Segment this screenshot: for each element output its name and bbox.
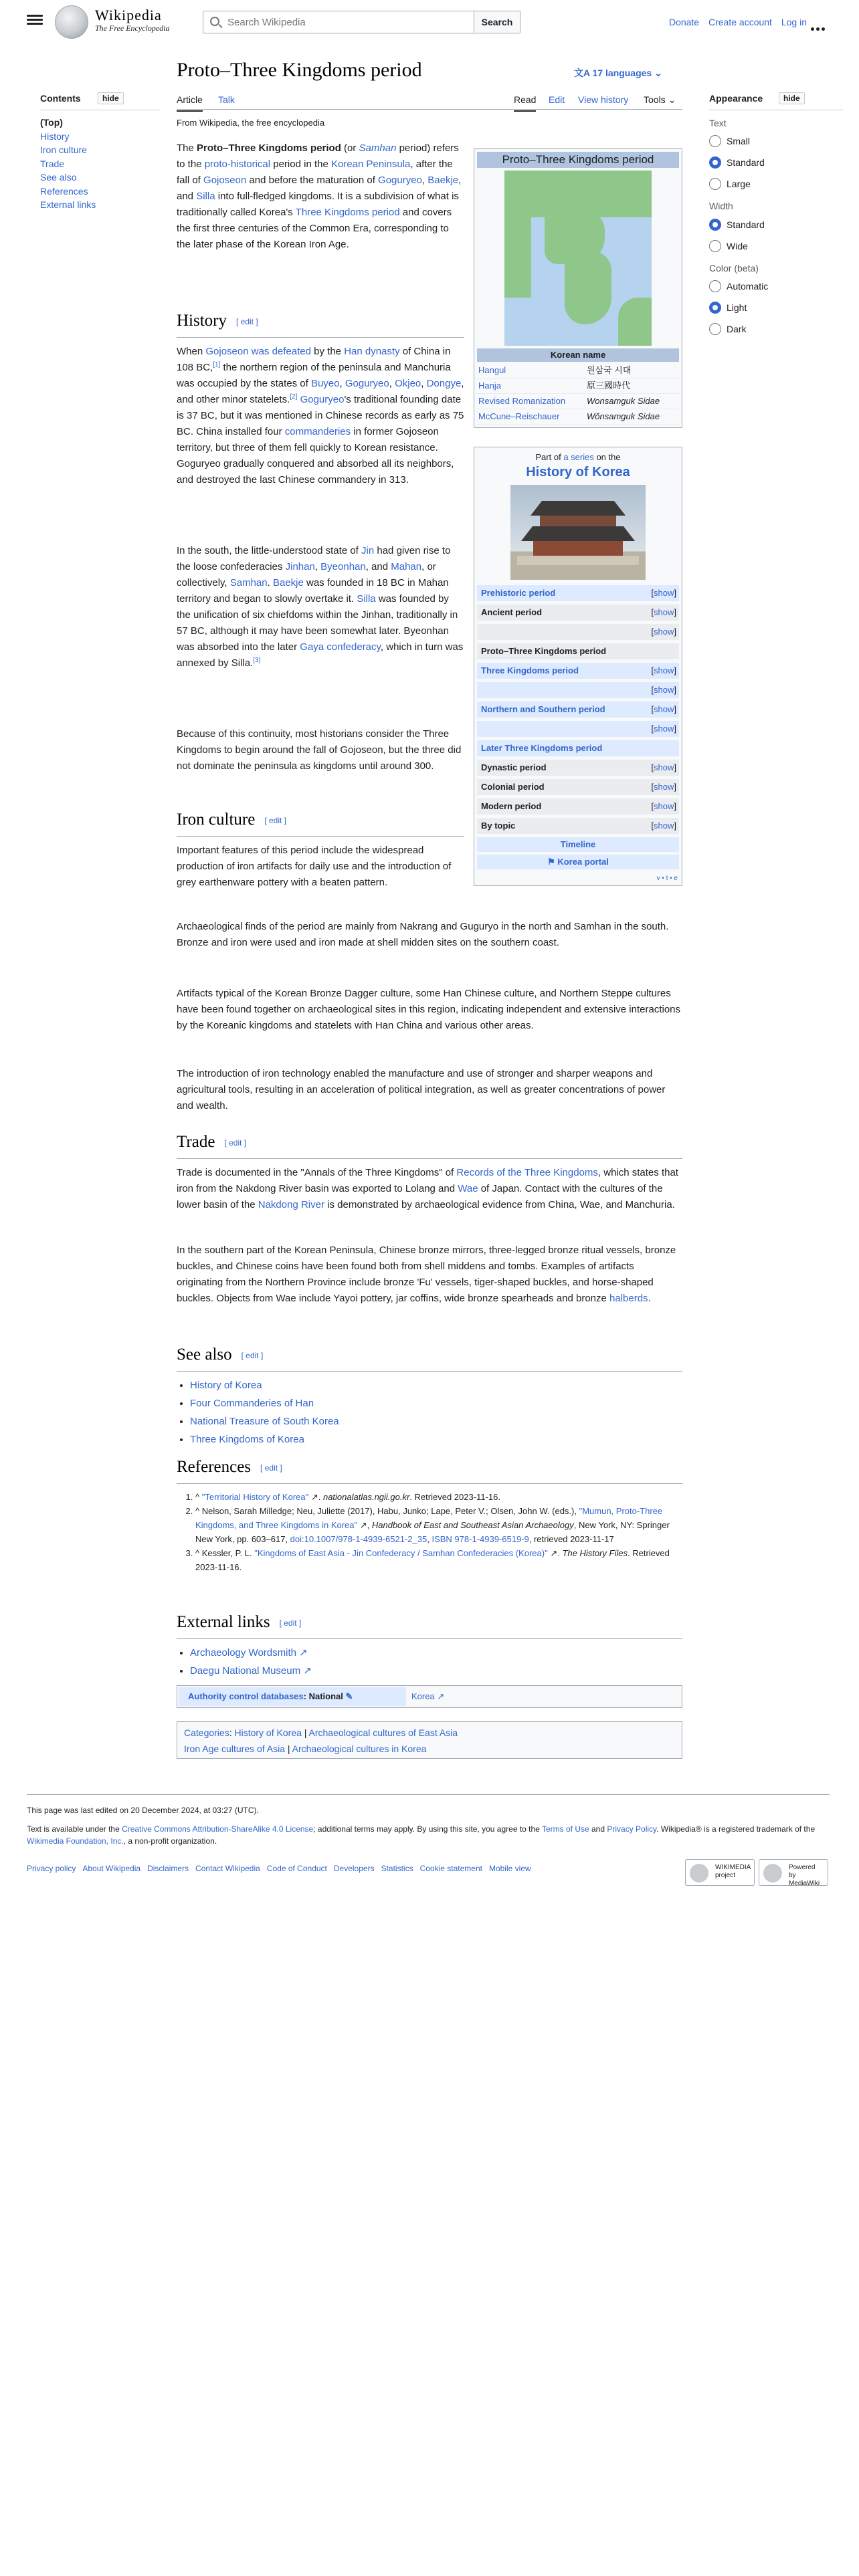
width-standard-radio[interactable]: Standard xyxy=(709,218,843,231)
create-account-link[interactable]: Create account xyxy=(708,17,772,27)
donate-link[interactable]: Donate xyxy=(668,17,700,27)
reference-link[interactable]: "Mumun, Proto-Three Kingdoms, and Three Kingdoms in Korea" xyxy=(195,1506,663,1530)
table-row: Revised Romanization Wonsamguk Sidae xyxy=(477,394,679,409)
navbox-row[interactable]: Later Three Kingdoms period xyxy=(477,740,679,756)
link-goguryeo[interactable]: Goguryeo xyxy=(300,394,345,405)
toc-title: Contents xyxy=(40,93,81,104)
link-wae[interactable]: Wae xyxy=(458,1183,478,1194)
edit-section-link[interactable]: [ edit ] xyxy=(224,1138,247,1148)
wikipedia-globe-logo[interactable] xyxy=(55,5,88,39)
site-subtitle: From Wikipedia, the free encyclopedia xyxy=(177,118,325,128)
footer-link[interactable]: Mobile view xyxy=(488,1864,531,1873)
external-link-icon: ↗ xyxy=(547,1548,558,1558)
license-text: Text is available under the Creative Commons Attribution-ShareAlike 4.0 License; additional terms may apply. By using this site, you agree to the Terms of Use and Privacy Policy. Wikipedia® is a registered trademark of the Wikimedia Foundation, Inc., a non-profit organization. xyxy=(27,1824,816,1846)
see-also-heading: See also [ edit ] xyxy=(177,1346,264,1364)
search-icon xyxy=(210,17,219,26)
external-link-icon: ↗ xyxy=(434,1691,445,1701)
link-baekje[interactable]: Baekje xyxy=(272,577,304,588)
show-toggle[interactable]: [show] xyxy=(651,685,676,695)
link-commanderies[interactable]: commanderies xyxy=(284,426,351,437)
footer-link[interactable]: Cookie statement xyxy=(419,1864,482,1873)
text-size-standard-radio[interactable]: Standard xyxy=(709,156,843,169)
show-toggle[interactable]: [show] xyxy=(651,627,676,637)
iron-paragraph-2: Archaeological finds of the period are mainly from Nakrang and Guguryo in the north and Samhan in the south. Bronze and iron were used and iron made at shell midden sites on the southern coast. xyxy=(177,921,669,948)
korea-portal-link[interactable]: ⚑ Korea portal xyxy=(477,855,679,869)
history-of-korea-navbox xyxy=(474,447,682,886)
link-jinhan[interactable]: Jinhan xyxy=(285,561,315,572)
link-jin[interactable]: Jin xyxy=(361,545,375,556)
user-links xyxy=(662,15,807,29)
reference-item: 1. ^ "Territorial History of Korea" ↗. nationalatlas.ngii.go.kr. Retrieved 2023-11-16. xyxy=(195,1490,682,1504)
footer-link[interactable]: About Wikipedia xyxy=(82,1864,141,1873)
intro-paragraph: The Proto–Three Kingdoms period (or Samhan period) refers to the proto-historical period in the Korean Peninsula, after the fall of Gojoseon and before the maturation of Goguryeo, Baekje, and Silla into full-fledged kingdoms. It is a subdivision of what is traditionally called Korea's Three Kingdoms period and covers the first three centuries of the Common Era, corresponding to the later phase of the Korean Iron Age. xyxy=(177,142,462,250)
toc-item-trade[interactable]: Trade xyxy=(40,158,65,169)
link-buyeo[interactable]: Buyeo xyxy=(310,378,340,389)
text-size-small-radio[interactable]: Small xyxy=(709,134,843,148)
link-byeonhan[interactable]: Byeonhan xyxy=(320,561,366,572)
navbox-row[interactable]: Colonial period [show] xyxy=(477,779,679,795)
show-toggle[interactable]: [show] xyxy=(651,801,676,811)
navbox-vte-links[interactable]: v • t • e xyxy=(656,875,678,882)
list-item[interactable]: History of Korea xyxy=(190,1380,262,1391)
show-toggle[interactable]: [show] xyxy=(651,588,676,598)
infobox xyxy=(474,148,682,428)
appearance-title: Appearance xyxy=(709,93,763,104)
languages-button[interactable]: 文A 17 languages ⌄ xyxy=(574,68,662,78)
tagline: The Free Encyclopedia xyxy=(95,23,170,33)
footer-link[interactable]: Contact Wikipedia xyxy=(195,1864,260,1873)
link-korean-peninsula[interactable]: Korean Peninsula xyxy=(330,158,411,170)
log-in-link[interactable]: Log in xyxy=(781,17,807,27)
korean-name-header: Korean name xyxy=(477,348,679,362)
see-also-list xyxy=(190,1376,339,1448)
show-toggle[interactable]: [show] xyxy=(651,704,676,714)
navbox-row[interactable] xyxy=(477,682,679,698)
navbox-row[interactable]: Prehistoric period [show] xyxy=(477,585,679,601)
portal-icon: ⚑ xyxy=(547,857,558,867)
main-menu-icon[interactable] xyxy=(27,13,43,27)
trade-paragraph-2: In the southern part of the Korean Peninsula, Chinese bronze mirrors, three-legged bronze ritual vessels, bronze buckles, and Chinese coins have been found both from shell middens and tombs. Examples of artifacts originating from the Northern Province include bronze 'Fu' vessels, tiger-shaped buckles, and horse-shaped buckles. Objects from Wae include Yayoi pottery, jar coffins, wide bronze spearheads and bronze halberds. xyxy=(177,1245,676,1304)
trade-paragraph-1: Trade is documented in the "Annals of the Three Kingdoms" of Records of the Three Kingdoms, which states that iron from the Nakdong River basin was exported to Lolang and Wae of Japan. Contact with the cultures of the lower basin of the Nakdong River is demonstrated by archaeological evidence from China, Wae, and Manchuria. xyxy=(177,1167,678,1210)
references-list xyxy=(195,1490,682,1574)
color-light-radio[interactable]: Light xyxy=(709,301,843,314)
category-link[interactable]: Archaeological cultures of East Asia xyxy=(308,1727,458,1738)
link-samhan[interactable]: Samhan xyxy=(359,142,397,154)
footer-link[interactable]: Privacy policy xyxy=(27,1864,76,1873)
reference-item: 2. ^ Nelson, Sarah Milledge; Neu, Juliette (2017), Habu, Junko; Lape, Peter V.; Olsen, John W. (eds.), "Mumun, Proto-Three Kingdoms, and Three Kingdoms in Korea" ↗, Handbook of East and Southeast Asian Archaeology, New York, NY: Springer New York, pp. 603–617, doi:10.1007/978-1-4939-6521-2_35, ISBN 978-1-4939-6519-9, retrieved 2023-11-17 xyxy=(195,1504,682,1546)
category-link[interactable]: History of Korea xyxy=(234,1727,302,1738)
list-item[interactable]: Daegu National Museum xyxy=(190,1665,301,1677)
tab-edit[interactable]: Edit xyxy=(549,94,565,105)
list-item[interactable]: Four Commanderies of Han xyxy=(190,1398,314,1409)
citation[interactable]: [3] xyxy=(253,657,261,664)
toc-hide-button[interactable]: hide xyxy=(98,92,124,104)
infobox-table xyxy=(477,363,679,425)
list-item[interactable]: Three Kingdoms of Korea xyxy=(190,1434,304,1445)
show-toggle[interactable]: [show] xyxy=(651,762,676,772)
edit-section-link[interactable]: [ edit ] xyxy=(236,317,258,327)
list-item[interactable]: National Treasure of South Korea xyxy=(190,1416,339,1427)
navbox-row[interactable]: Northern and Southern period [show] xyxy=(477,702,679,718)
authority-korea-link[interactable]: Korea xyxy=(411,1691,435,1701)
external-link-icon: ↗ xyxy=(300,1665,312,1677)
navbox-row[interactable]: Ancient period [show] xyxy=(477,605,679,621)
link-silla[interactable]: Silla xyxy=(196,191,215,202)
external-link-icon: ↗ xyxy=(357,1520,367,1530)
timeline-link[interactable]: Timeline xyxy=(477,837,679,852)
reference-link[interactable]: "Territorial History of Korea" xyxy=(201,1492,309,1502)
history-paragraph-2: In the south, the little-understood state of Jin had given rise to the loose confederacies Jinhan, Byeonhan, and Mahan, or collectively, Samhan. Baekje was founded in 18 BC in Mahan territory and began to slowly overtake it. Silla was founded by the unification of six chiefdoms within the Jinhan, traditionally in 57 BC, although it may have been somewhat later. Byeonhan was absorbed into the later Gaya confederacy, which in turn was annexed by Silla.[3] xyxy=(177,545,464,669)
categories-box: Categories: History of Korea | Archaeological cultures of East Asia Iron Age cultures of Asia | Archaeological cultures in Korea xyxy=(177,1721,682,1759)
tab-article[interactable]: Article xyxy=(177,92,203,112)
more-options-icon[interactable] xyxy=(811,20,827,35)
toc-item-history[interactable]: History xyxy=(40,130,70,142)
show-toggle[interactable]: [show] xyxy=(651,782,676,792)
citation[interactable]: [2] xyxy=(290,393,298,401)
appearance-hide-button[interactable]: hide xyxy=(779,92,805,104)
tab-view-history[interactable]: View history xyxy=(578,94,629,105)
footer-link[interactable]: Code of Conduct xyxy=(266,1864,327,1873)
iron-paragraph-4: The introduction of iron technology enabled the manufacture and use of stronger and sharper weapons and agricultural tools, resulting in an acceleration of political integration, as well as greater concentrations of power and wealth. xyxy=(177,1068,666,1111)
table-row: Hangul 원삼국 시대 xyxy=(477,363,679,379)
table-of-contents xyxy=(40,91,161,212)
references-heading: References [ edit ] xyxy=(177,1458,282,1476)
iron-paragraph-1: Important features of this period include the widespread production of iron artifacts for daily use and the introduction of grey earthenware pottery with a beaten pattern. xyxy=(177,845,452,888)
authority-control-box: Authority control databases: National ✎ Korea ↗ xyxy=(177,1685,682,1708)
list-item[interactable]: Archaeology Wordsmith xyxy=(190,1647,296,1658)
tab-talk[interactable]: Talk xyxy=(218,94,235,105)
link-three-kingdoms-period[interactable]: Three Kingdoms period xyxy=(295,207,400,218)
navbox-row[interactable]: By topic [show] xyxy=(477,818,679,834)
edit-section-link[interactable]: [ edit ] xyxy=(264,816,286,826)
navbox-row[interactable]: Three Kingdoms period [show] xyxy=(477,663,679,679)
link-dongye[interactable]: Dongye xyxy=(426,378,462,389)
edit-section-link[interactable]: [ edit ] xyxy=(260,1463,282,1473)
link-gojoseon-defeated[interactable]: Gojoseon was defeated xyxy=(205,346,311,357)
table-row: McCune–Reischauer Wŏnsamguk Sidae xyxy=(477,409,679,425)
korea-map-image[interactable] xyxy=(504,171,652,346)
footer-links xyxy=(27,1862,538,1875)
link-okjeo[interactable]: Okjeo xyxy=(395,378,421,389)
link-proto-historical[interactable]: proto-historical xyxy=(204,158,271,170)
navbox-row[interactable]: Modern period [show] xyxy=(477,798,679,815)
series-title[interactable]: History of Korea xyxy=(526,465,630,479)
footer-link[interactable]: Disclaimers xyxy=(147,1864,189,1873)
tab-read[interactable]: Read xyxy=(514,92,536,112)
text-size-large-radio[interactable]: Large xyxy=(709,177,843,191)
reference-link[interactable]: "Kingdoms of East Asia - Jin Confederacy / Samhan Confederacies (Korea)" xyxy=(254,1548,548,1558)
edit-pencil-icon[interactable]: ✎ xyxy=(343,1691,353,1701)
external-links-list xyxy=(190,1644,312,1680)
license-link[interactable]: Creative Commons Attribution-ShareAlike 4.0 License xyxy=(122,1824,314,1834)
reference-item: 3. ^ Kessler, P. L. "Kingdoms of East Asia - Jin Confederacy / Samhan Confederacies (Korea)" ↗. The History Files. Retrieved 2023-11-16. xyxy=(195,1546,682,1574)
width-label: Width xyxy=(709,201,733,212)
categories-label[interactable]: Categories xyxy=(184,1727,229,1738)
link-gaya-confederacy[interactable]: Gaya confederacy xyxy=(300,641,381,653)
toc-item-see-also[interactable]: See also xyxy=(40,172,77,183)
link-mahan[interactable]: Mahan xyxy=(391,561,422,572)
search-box[interactable] xyxy=(203,11,474,33)
history-heading: History [ edit ] xyxy=(177,312,258,330)
footer-link[interactable]: Developers xyxy=(333,1864,375,1873)
link-baekje[interactable]: Baekje xyxy=(427,175,459,186)
last-edited-text: This page was last edited on 20 December 2024, at 03:27 (UTC). xyxy=(27,1806,259,1815)
category-link[interactable]: Archaeological cultures in Korea xyxy=(292,1743,427,1754)
powered-by-mediawiki-badge[interactable]: Powered by MediaWiki xyxy=(759,1859,828,1886)
toc-item-top[interactable]: (Top) xyxy=(40,117,63,128)
iron-culture-heading: Iron culture [ edit ] xyxy=(177,811,286,829)
link-halberds[interactable]: halberds xyxy=(609,1293,648,1304)
wikimedia-foundation-link[interactable]: Wikimedia Foundation, Inc. xyxy=(27,1836,124,1846)
link-goguryeo[interactable]: Goguryeo xyxy=(378,175,422,186)
link-goguryeo[interactable]: Goguryeo xyxy=(345,378,389,389)
text-size-label: Text xyxy=(709,118,727,128)
citation[interactable]: [1] xyxy=(213,361,221,368)
link-samhan[interactable]: Samhan xyxy=(229,577,268,588)
link-han-dynasty[interactable]: Han dynasty xyxy=(344,346,400,357)
search-button[interactable]: Search xyxy=(474,11,520,33)
show-toggle[interactable]: [show] xyxy=(651,724,676,734)
link-records-of-three-kingdoms[interactable]: Records of the Three Kingdoms xyxy=(456,1167,598,1178)
history-paragraph-1: When Gojoseon was defeated by the Han dynasty of China in 108 BC,[1] the northern region of the peninsula and Manchuria was occupied by the states of Buyeo, Goguryeo, Okjeo, Dongye, and other minor statelets.[2] Goguryeo's traditional founding date is 37 BC, but it was mentioned in Chinese records as early as 75 BC. China installed four commanderies in former Gojoseon territory, but three of them fell quickly to Korean resistance. Goguryeo gradually conquered and absorbed all its neighbors, and destroyed the last Chinese commandery in 313. xyxy=(177,346,464,486)
toc-item-references[interactable]: References xyxy=(40,185,88,197)
color-dark-radio[interactable]: Dark xyxy=(709,322,843,336)
history-paragraph-3: Because of this continuity, most historians consider the Three Kingdoms to begin around the fall of Gojoseon, but the three did not dominate the peninsula as kingdoms until around 300. xyxy=(177,728,462,772)
doi-link[interactable]: doi:10.1007/978-1-4939-6521-2_35 xyxy=(290,1534,427,1544)
infobox-title: Proto–Three Kingdoms period xyxy=(477,152,679,168)
isbn-link[interactable]: ISBN 978-1-4939-6519-9 xyxy=(432,1534,529,1544)
navbox-row[interactable] xyxy=(477,624,679,640)
authority-control-link[interactable]: Authority control databases xyxy=(188,1691,304,1701)
navbox-row[interactable]: Dynastic period [show] xyxy=(477,760,679,776)
palace-image[interactable] xyxy=(510,485,646,580)
category-link[interactable]: Iron Age cultures of Asia xyxy=(184,1743,285,1754)
edit-section-link[interactable]: [ edit ] xyxy=(241,1351,264,1361)
external-link-icon: ↗ xyxy=(296,1647,308,1658)
toc-item-external-links[interactable]: External links xyxy=(40,199,96,210)
table-row: Hanja 原三國時代 xyxy=(477,379,679,394)
link-silla[interactable]: Silla xyxy=(357,593,376,605)
tab-tools[interactable]: Tools ⌄ xyxy=(644,94,676,105)
trade-heading: Trade [ edit ] xyxy=(177,1133,247,1151)
show-toggle[interactable]: [show] xyxy=(651,821,676,831)
external-links-heading: External links [ edit ] xyxy=(177,1613,302,1631)
width-wide-radio[interactable]: Wide xyxy=(709,239,843,253)
appearance-panel xyxy=(709,91,843,344)
link-gojoseon[interactable]: Gojoseon xyxy=(203,175,247,186)
edit-section-link[interactable]: [ edit ] xyxy=(279,1618,302,1628)
external-link-icon: ↗ xyxy=(308,1492,318,1502)
navbox-row[interactable] xyxy=(477,721,679,737)
page-title: Proto–Three Kingdoms period xyxy=(177,59,422,81)
site-header xyxy=(0,0,859,41)
link-nakdong-river[interactable]: Nakdong River xyxy=(258,1199,324,1210)
series-intro: Part of a series on the xyxy=(535,452,621,462)
navbox-row[interactable]: Proto–Three Kingdoms period xyxy=(477,643,679,659)
toc-item-iron-culture[interactable]: Iron culture xyxy=(40,144,88,155)
chevron-down-icon: ⌄ xyxy=(652,68,662,78)
translate-icon: 文A xyxy=(574,68,593,78)
footer-link[interactable]: Statistics xyxy=(381,1864,413,1873)
show-toggle[interactable]: [show] xyxy=(651,665,676,675)
wikimedia-project-badge[interactable]: WIKIMEDIA project xyxy=(685,1859,755,1886)
color-label: Color (beta) xyxy=(709,262,759,274)
iron-paragraph-3: Artifacts typical of the Korean Bronze Dagger culture, some Han Chinese culture, and Northern Steppe cultures have been found together on archaeological sites in this region, indicating independent and extensive interactions by the Koreanic kingdoms and statelets with Han China and various other areas. xyxy=(177,988,681,1031)
wordmark[interactable]: Wikipedia xyxy=(95,7,162,23)
page-tabs xyxy=(177,90,682,110)
series-link[interactable]: a series xyxy=(563,452,594,462)
color-automatic-radio[interactable]: Automatic xyxy=(709,280,843,293)
terms-link[interactable]: Terms of Use xyxy=(541,1824,589,1834)
show-toggle[interactable]: [show] xyxy=(651,607,676,617)
privacy-policy-link[interactable]: Privacy Policy xyxy=(607,1824,657,1834)
search-input[interactable] xyxy=(227,15,468,29)
